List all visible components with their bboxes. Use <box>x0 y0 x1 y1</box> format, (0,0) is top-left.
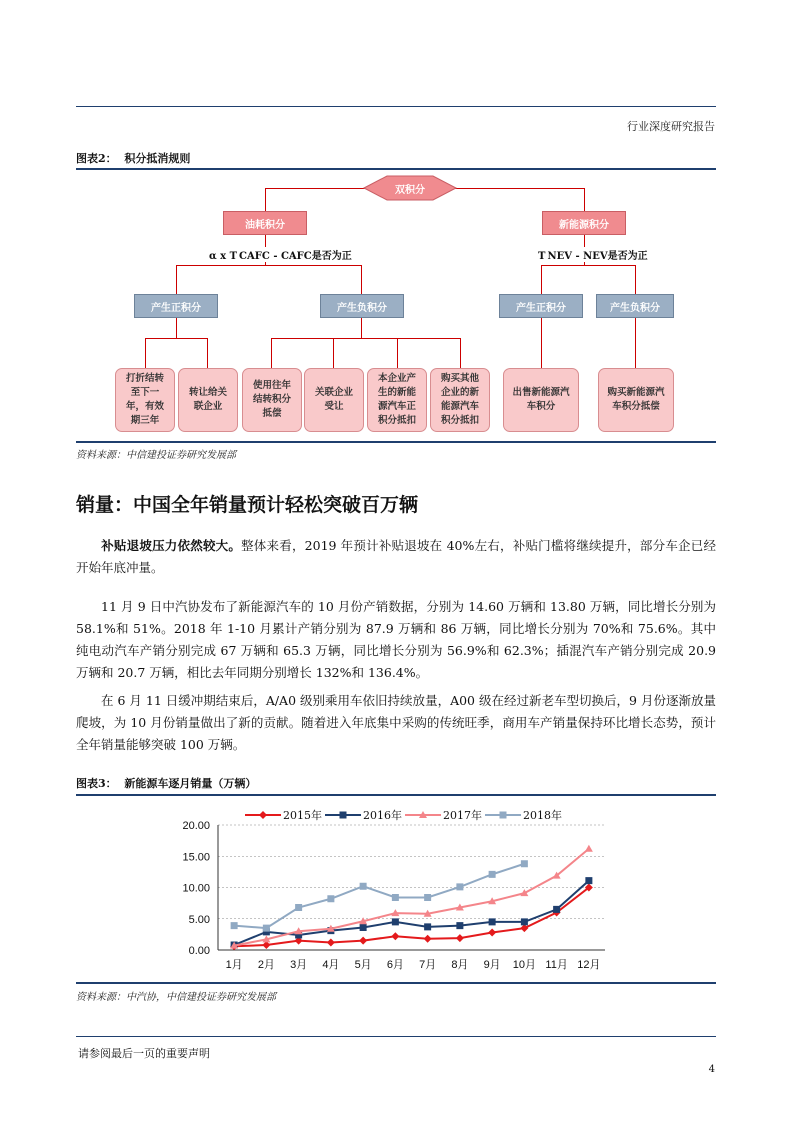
data-point <box>553 906 560 913</box>
data-point <box>263 925 270 932</box>
paragraph-2-body: 11 月 9 日中汽协发布了新能源汽车的 10 月份产销数据，分别为 14.60 万辆和 13.80 万辆，同比增长分别为 58.1%和 51%。2018 年 1-10 月累计产销分别为 87.9 万辆和 86 万辆，同比增长分别为 70%和 75.6%。其中纯电动汽车产销分别完成 67 万辆和 65.3 万辆，同比增长分别为 56.9%和 62.3%；插混汽车产销分别完成 20.9 万辆和 20.7 万辆，相比去年同期分别增长 132%和 136.4%。 <box>76 599 716 680</box>
figure3-label <box>76 775 256 791</box>
nev-points-node: 新能源积分 <box>542 211 626 235</box>
legend-label: 2015年 <box>283 809 322 822</box>
paragraph-1 <box>76 535 716 579</box>
paragraph-2 <box>76 596 716 684</box>
data-point <box>392 918 399 925</box>
data-point <box>295 904 302 911</box>
x-tick-label: 5月 <box>354 959 372 971</box>
leaf-buy-nev-points: 购买新能源汽车积分抵偿 <box>598 368 674 432</box>
root-node: 双积分 <box>395 184 425 196</box>
fuel-positive-node: 产生正积分 <box>134 294 218 318</box>
leaf-affiliate-receive: 关联企业受让 <box>304 368 364 432</box>
data-point <box>360 924 367 931</box>
x-tick-label: 9月 <box>483 959 501 971</box>
data-point <box>521 918 528 925</box>
data-point <box>424 923 431 930</box>
x-tick-label: 10月 <box>512 959 536 971</box>
data-point <box>488 929 496 937</box>
x-tick-label: 1月 <box>225 959 243 971</box>
paragraph-1-lead: 补贴退坡压力依然较大。 <box>101 538 242 553</box>
paragraph-3 <box>76 690 716 756</box>
x-tick-label: 12月 <box>577 959 601 971</box>
nev-positive-node: 产生正积分 <box>499 294 583 318</box>
x-tick-label: 2月 <box>257 959 275 971</box>
leaf-sell-nev-points: 出售新能源汽车积分 <box>503 368 579 432</box>
data-point <box>585 845 593 852</box>
figure3-bottom-rule <box>76 982 716 984</box>
legend-label: 2018年 <box>523 809 562 822</box>
data-point <box>456 883 463 890</box>
footer-rule <box>76 1036 716 1037</box>
data-point <box>489 918 496 925</box>
data-point <box>424 935 432 943</box>
x-tick-label: 4月 <box>322 959 340 971</box>
figure2-title: 积分抵消规则 <box>124 152 191 165</box>
paragraph-3-body: 在 6 月 11 日缓冲期结束后，A/A0 级别乘用车依旧持续放量，A00 级在经过新老车型切换后，9 月份逐渐放量爬坡，为 10 月份销量做出了新的贡献。随着进入年底集中采购的传统旺季，商用车产销量保持环比增长态势，预计全年销量能够突破 100 万辆。 <box>76 693 716 752</box>
page-number: 4 <box>708 1064 715 1075</box>
report-type: 行业深度研究报告 <box>627 120 715 133</box>
figure3-number: 图表3： <box>76 777 117 790</box>
data-point <box>456 934 464 942</box>
data-point <box>456 922 463 929</box>
data-point <box>489 871 496 878</box>
leaf-carry-forward: 打折结转至下一年，有效期三年 <box>115 368 175 432</box>
section-heading: 销量：中国全年销量预计轻松突破百万辆 <box>76 494 419 516</box>
figure2-top-rule <box>76 168 716 170</box>
paragraph-1-body: 整体来看，2019 年预计补贴退坡在 40%左右，补贴门槛将继续提升，部分车企已经开始年底冲量。 <box>76 538 716 575</box>
figure3-title: 新能源车逐月销量（万辆） <box>124 777 257 790</box>
x-tick-label: 8月 <box>451 959 469 971</box>
x-tick-label: 11月 <box>545 959 568 971</box>
header-rule <box>76 106 716 107</box>
legend-label: 2017年 <box>443 809 482 822</box>
y-tick-label: 10.00 <box>182 882 210 895</box>
legend-marker <box>340 812 347 819</box>
legend-marker <box>259 811 267 819</box>
figure2-label <box>76 150 190 166</box>
data-point <box>585 877 592 884</box>
figure3-source: 资料来源：中汽协，中信建投证券研究发展部 <box>76 992 276 1003</box>
data-point <box>424 894 431 901</box>
data-point <box>231 922 238 929</box>
y-tick-label: 0.00 <box>188 945 210 957</box>
y-tick-label: 5.00 <box>188 913 210 926</box>
figure2-number: 图表2： <box>76 152 117 165</box>
nev-negative-node: 产生负积分 <box>596 294 674 318</box>
fuel-negative-node: 产生负积分 <box>320 294 404 318</box>
leaf-use-carryover: 使用往年结转积分抵偿 <box>242 368 302 432</box>
legend-label: 2016年 <box>363 809 402 822</box>
leaf-own-nev-offset: 本企业产生的新能源汽车正积分抵扣 <box>367 368 427 432</box>
data-point <box>359 937 367 945</box>
fuel-points-node: 油耗积分 <box>223 211 307 235</box>
fuel-formula: α x T CAFC - CAFC是否为正 <box>206 247 355 262</box>
data-point <box>360 883 367 890</box>
data-point <box>521 860 528 867</box>
leaf-transfer-affiliate: 转让给关联企业 <box>178 368 238 432</box>
x-tick-label: 7月 <box>419 959 437 971</box>
figure2-source: 资料来源：中信建投证券研究发展部 <box>76 450 236 461</box>
data-point <box>327 895 334 902</box>
x-tick-label: 3月 <box>290 959 308 971</box>
nev-formula: T NEV - NEV是否为正 <box>535 247 651 262</box>
y-tick-label: 20.00 <box>182 820 210 832</box>
monthly-sales-chart <box>150 805 630 985</box>
figure3-top-rule <box>76 794 716 796</box>
leaf-buy-nev-offset: 购买其他企业的新能源汽车积分抵扣 <box>430 368 490 432</box>
footer-disclaimer: 请参阅最后一页的重要声明 <box>78 1047 210 1060</box>
y-tick-label: 15.00 <box>182 851 210 864</box>
legend-marker <box>500 812 507 819</box>
data-point <box>327 939 335 947</box>
x-tick-label: 6月 <box>386 959 404 971</box>
figure2-bottom-rule <box>76 441 716 443</box>
data-point <box>392 894 399 901</box>
data-point <box>391 932 399 940</box>
